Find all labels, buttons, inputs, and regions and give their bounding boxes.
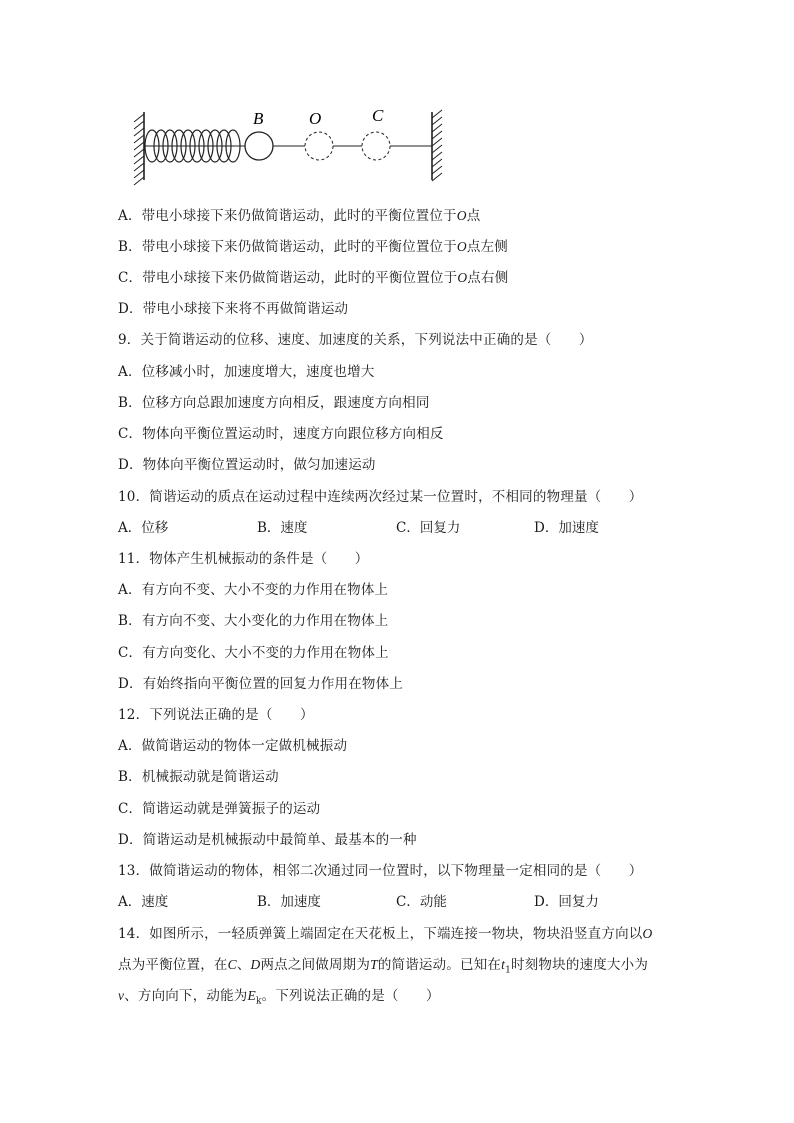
q12-option-a: A．做简谐运动的物体一定做机械振动: [118, 738, 348, 754]
ball-o-dashed: [305, 132, 333, 160]
q8-option-b: [118, 237, 508, 257]
q8-option-c-suffix: 点右侧: [467, 270, 509, 286]
ball-c-dashed: [362, 132, 390, 160]
q11-option-a: A．有方向不变、大小不变的力作用在物体上: [118, 582, 389, 598]
q14-line-2-text-a: 点为平衡位置，在: [118, 957, 228, 973]
q14-line-2-text-d: 时刻物块的速度大小为: [511, 957, 649, 973]
q14-line-2-var-t: T: [370, 957, 378, 972]
spring-oscillator-figure: [126, 100, 456, 190]
q8-option-c-var: O: [457, 270, 468, 285]
q9-stem: 9．关于简谐运动的位移、速度、加速度的关系，下列说法中正确的是（ ）: [118, 332, 593, 348]
q11-stem: 11．物体产生机械振动的条件是（ ）: [118, 551, 369, 567]
q14-stem-line-1: [118, 924, 652, 944]
q14-line-3-var-e: E: [247, 988, 256, 1003]
q8-option-a-suffix: 点: [466, 208, 481, 224]
q8-option-b-text: B．带电小球接下来仍做简谐运动，此时的平衡位置位于: [118, 239, 457, 255]
q9-option-a: A．位移减小时，加速度增大，速度也增大: [118, 364, 375, 380]
q14-stem-line-3: [118, 986, 440, 1012]
label-b: B: [253, 109, 264, 128]
q14-line-2-var-d: D: [250, 957, 261, 972]
q14-line-3-text-a: 、方向向下，动能为: [124, 988, 248, 1004]
q13-option-d: D．回复力: [534, 894, 599, 910]
q8-option-c-text: C．带电小球接下来仍做简谐运动，此时的平衡位置位于: [118, 270, 458, 286]
ball-b: [245, 132, 273, 160]
q14-line-3-text-b: 。下列说法正确的是（ ）: [261, 988, 440, 1004]
q11-option-d: D．有始终指向平衡位置的回复力作用在物体上: [118, 676, 404, 692]
q10-option-a: A．位移: [118, 520, 169, 536]
q14-line-1-text: 14．如图所示，一轻质弹簧上端固定在天花板上，下端连接一物块，物块沿竖直方向以: [118, 926, 643, 942]
q14-line-2-text-c: 的简谐运动。已知在: [377, 957, 502, 973]
q9-option-c: C．物体向平衡位置运动时，速度方向跟位移方向相反: [118, 426, 444, 442]
q14-line-1-var: O: [642, 926, 653, 941]
q8-option-a: [118, 206, 480, 226]
q10-stem: 10．简谐运动的质点在运动过程中连续两次经过某一位置时，不相同的物理量（ ）: [118, 489, 643, 505]
q8-option-a-text: A．带电小球接下来仍做简谐运动，此时的平衡位置位于: [118, 208, 457, 224]
spring-oscillator-diagram: [126, 100, 456, 190]
q12-option-c: C．简谐运动就是弹簧振子的运动: [118, 801, 321, 817]
label-c: C: [372, 106, 384, 125]
q14-line-2-text-b: 两点之间做周期为: [260, 957, 371, 973]
q14-line-2-var-t1: t: [501, 957, 506, 972]
q8-option-c: [118, 268, 508, 288]
q8-option-a-var: O: [456, 208, 467, 223]
q9-option-b: B．位移方向总跟加速度方向相反，跟速度方向相同: [118, 395, 430, 411]
left-wall-hatch: [134, 114, 144, 185]
q12-option-d: D．简谐运动是机械振动中最简单、最基本的一种: [118, 832, 417, 848]
q14-line-2-var-c: C: [227, 957, 237, 972]
q13-stem: 13．做简谐运动的物体，相邻二次通过同一位置时，以下物理量一定相同的是（ ）: [118, 863, 643, 879]
q12-option-b: B．机械振动就是简谐运动: [118, 769, 279, 785]
q14-line-3-var-e-sub: k: [255, 996, 262, 1007]
q14-stem-line-2: [118, 955, 648, 981]
q9-option-d: D．物体向平衡位置运动时，做匀加速运动: [118, 457, 376, 473]
q10-option-b: B．速度: [257, 520, 308, 536]
q8-option-b-suffix: 点左侧: [466, 239, 508, 255]
q13-option-c: C．动能: [396, 894, 447, 910]
q8-option-d: D．带电小球接下来将不再做简谐运动: [118, 301, 349, 317]
right-wall-hatch: [432, 110, 442, 181]
q13-option-a: A．速度: [118, 894, 169, 910]
q14-line-3-var-v: v: [118, 988, 125, 1003]
q14-line-2-sep: 、: [236, 957, 251, 973]
q12-stem: 12．下列说法正确的是（ ）: [118, 707, 314, 723]
q11-option-b: B．有方向不变、大小变化的力作用在物体上: [118, 613, 389, 629]
q14-line-2-var-t1-sub: 1: [505, 965, 512, 976]
q10-option-d: D．加速度: [534, 520, 599, 536]
q10-option-c: C．回复力: [396, 520, 461, 536]
q11-option-c: C．有方向变化、大小不变的力作用在物体上: [118, 645, 389, 661]
q13-option-b: B．加速度: [257, 894, 321, 910]
q8-option-b-var: O: [456, 239, 467, 254]
label-o: O: [309, 109, 322, 128]
